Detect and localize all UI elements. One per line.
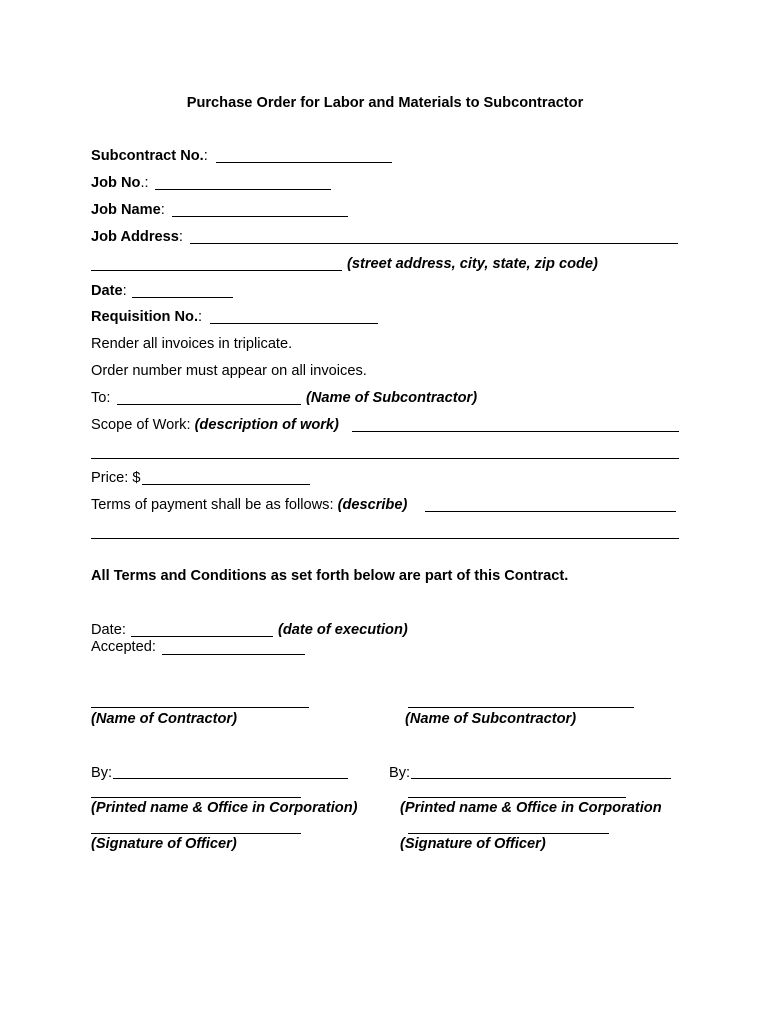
terms-label: Terms of payment shall be as follows: bbox=[91, 497, 338, 513]
scope-field bbox=[91, 416, 339, 434]
date-colon: : bbox=[122, 283, 127, 299]
to-blank[interactable] bbox=[117, 404, 301, 405]
requisition-no-field bbox=[91, 308, 202, 326]
price-label: Price: $ bbox=[91, 470, 141, 486]
job-no-field bbox=[91, 174, 149, 192]
price-blank[interactable] bbox=[142, 484, 310, 485]
subcontract-no-blank[interactable] bbox=[216, 162, 392, 163]
page-title: Purchase Order for Labor and Materials to Subcontractor bbox=[186, 95, 584, 111]
requisition-no-blank[interactable] bbox=[210, 323, 378, 324]
job-name-label: Job Name bbox=[91, 202, 161, 218]
date-field bbox=[91, 282, 127, 300]
terms-conditions-heading: All Terms and Conditions as set forth below are part of this Contract. bbox=[91, 568, 569, 584]
order-number-text: Order number must appear on all invoices. bbox=[91, 363, 367, 379]
by-right-label: By: bbox=[389, 765, 411, 781]
contractor-name-caption: (Name of Contractor) bbox=[91, 711, 237, 727]
scope-blank-1[interactable] bbox=[352, 431, 679, 432]
signature-right-blank[interactable] bbox=[408, 833, 609, 834]
scope-hint: (description of work) bbox=[194, 417, 339, 433]
terms-hint: (describe) bbox=[337, 497, 408, 513]
printed-right-blank[interactable] bbox=[408, 797, 626, 798]
to-hint: (Name of Subcontractor) bbox=[306, 390, 478, 406]
to-label: To: bbox=[91, 390, 111, 406]
job-address-field bbox=[91, 228, 183, 246]
signature-left-blank[interactable] bbox=[91, 833, 301, 834]
date-label: Date bbox=[91, 283, 123, 299]
printed-left-blank[interactable] bbox=[91, 797, 301, 798]
job-name-blank[interactable] bbox=[172, 216, 348, 217]
terms-blank-2[interactable] bbox=[91, 538, 679, 539]
job-address-label: Job Address bbox=[91, 229, 179, 245]
execution-date-hint: (date of execution) bbox=[278, 622, 408, 638]
job-address-colon: : bbox=[178, 229, 183, 245]
invoices-triplicate-text: Render all invoices in triplicate. bbox=[91, 336, 293, 352]
date-blank[interactable] bbox=[132, 297, 233, 298]
by-left-blank[interactable] bbox=[113, 778, 348, 779]
job-no-colon: .: bbox=[140, 175, 149, 191]
subcontract-no-label: Subcontract No. bbox=[91, 148, 204, 164]
printed-right-caption: (Printed name & Office in Corporation bbox=[400, 800, 662, 816]
job-name-colon: : bbox=[160, 202, 165, 218]
accepted-label: Accepted: bbox=[91, 639, 156, 655]
requisition-no-colon: : bbox=[198, 309, 203, 325]
execution-date-label: Date: bbox=[91, 622, 126, 638]
job-no-label: Job No bbox=[91, 175, 141, 191]
subcontract-no-colon: : bbox=[203, 148, 208, 164]
subcontractor-name-blank[interactable] bbox=[408, 707, 634, 708]
printed-left-caption: (Printed name & Office in Corporation) bbox=[91, 800, 358, 816]
contractor-name-blank[interactable] bbox=[91, 707, 309, 708]
scope-blank-2[interactable] bbox=[91, 458, 679, 459]
terms-field bbox=[91, 496, 407, 514]
job-name-field bbox=[91, 201, 165, 219]
job-no-blank[interactable] bbox=[155, 189, 331, 190]
job-address-blank-1[interactable] bbox=[190, 243, 678, 244]
address-hint: (street address, city, state, zip code) bbox=[347, 256, 598, 272]
signature-left-caption: (Signature of Officer) bbox=[91, 836, 237, 852]
scope-label: Scope of Work: bbox=[91, 417, 195, 433]
subcontractor-name-caption: (Name of Subcontractor) bbox=[405, 711, 577, 727]
signature-right-caption: (Signature of Officer) bbox=[400, 836, 546, 852]
execution-date-blank[interactable] bbox=[131, 636, 273, 637]
by-right-blank[interactable] bbox=[411, 778, 671, 779]
subcontract-no-field bbox=[91, 147, 208, 165]
requisition-no-label: Requisition No. bbox=[91, 309, 199, 325]
by-left-label: By: bbox=[91, 765, 113, 781]
accepted-blank[interactable] bbox=[162, 654, 305, 655]
job-address-blank-2[interactable] bbox=[91, 270, 342, 271]
terms-blank-1[interactable] bbox=[425, 511, 676, 512]
